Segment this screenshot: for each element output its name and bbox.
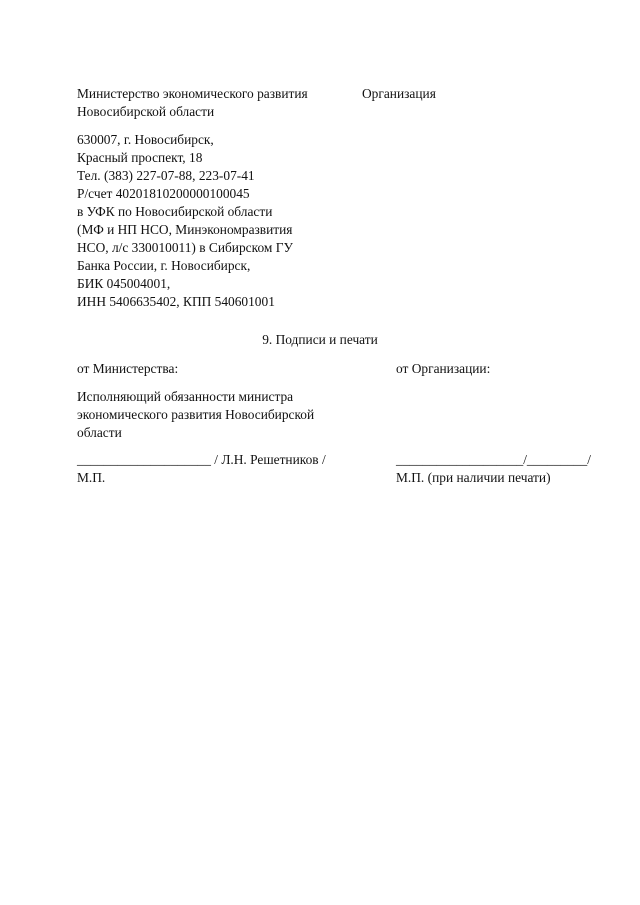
requisites-bank: Банка России, г. Новосибирск, xyxy=(77,258,251,273)
organization-name: Организация xyxy=(362,86,436,101)
requisites-account: Р/счет 40201810200000100045 xyxy=(77,186,250,201)
ministry-stamp-label: М.П. xyxy=(77,470,106,485)
requisites-phone: Тел. (383) 227-07-88, 223-07-41 xyxy=(77,168,255,183)
requisites-treasury-cont-1: (МФ и НП НСО, Минэкономразвития xyxy=(77,222,293,237)
requisites-address-street: Красный проспект, 18 xyxy=(77,150,203,165)
ministry-name-line-1: Министерство экономического развития xyxy=(77,86,308,101)
signer-title-line-3: области xyxy=(77,425,122,440)
section-title: 9. Подписи и печати xyxy=(262,332,378,347)
signer-title xyxy=(77,388,314,442)
from-organization-label: от Организации: xyxy=(396,361,491,376)
organization-signature-line: ___________________/_________/ xyxy=(396,452,591,467)
signer-title-line-1: Исполняющий обязанности министра xyxy=(77,389,294,404)
requisites-treasury: в УФК по Новосибирской области xyxy=(77,204,273,219)
requisites-inn-kpp: ИНН 5406635402, КПП 540601001 xyxy=(77,294,275,309)
requisites-address-city: 630007, г. Новосибирск, xyxy=(77,132,214,147)
ministry-requisites xyxy=(77,131,293,311)
ministry-name-line-2: Новосибирской области xyxy=(77,104,215,119)
requisites-treasury-cont-2: НСО, л/с 330010011) в Сибирском ГУ xyxy=(77,240,293,255)
ministry-name xyxy=(77,85,308,121)
signer-title-line-2: экономического развития Новосибирской xyxy=(77,407,315,422)
ministry-signature-line: ____________________ / Л.Н. Решетников / xyxy=(77,452,326,467)
organization-stamp-label: М.П. (при наличии печати) xyxy=(396,470,551,485)
from-ministry-label: от Министерства: xyxy=(77,361,179,376)
requisites-bik: БИК 045004001, xyxy=(77,276,171,291)
